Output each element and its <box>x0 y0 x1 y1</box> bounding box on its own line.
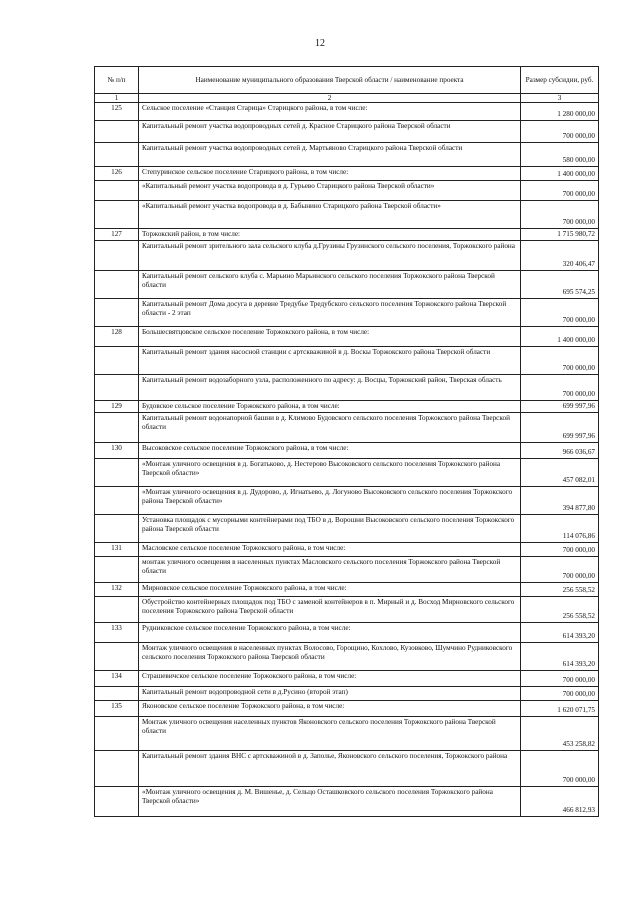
row-amount: 1 400 000,00 <box>521 327 599 347</box>
row-number <box>95 413 139 443</box>
table-row <box>95 443 599 459</box>
row-name: Мирновское сельское поселение Торжокского района, в том числе: <box>139 583 521 597</box>
row-number <box>95 181 139 201</box>
row-amount: 700 000,00 <box>521 671 599 687</box>
row-number <box>95 687 139 701</box>
table-row <box>95 717 599 751</box>
row-amount: 700 000,00 <box>521 543 599 557</box>
row-name: Степуринское сельское поселение Старицкого района, в том числе: <box>139 167 521 181</box>
row-amount: 1 620 071,75 <box>521 701 599 717</box>
row-number <box>95 459 139 487</box>
row-amount: 614 393,20 <box>521 643 599 671</box>
table-row <box>95 103 599 121</box>
row-number: 135 <box>95 701 139 717</box>
row-number: 129 <box>95 401 139 413</box>
row-amount: 700 000,00 <box>521 121 599 143</box>
row-name: Торжокский район, в том числе: <box>139 229 521 241</box>
table-row <box>95 241 599 271</box>
table-row <box>95 327 599 347</box>
header-number: № п/п <box>95 67 139 94</box>
row-number: 127 <box>95 229 139 241</box>
index-3: 3 <box>521 94 599 103</box>
header-amount: Размер субсидии, руб. <box>521 67 599 94</box>
row-number <box>95 143 139 167</box>
row-name: Капитальный ремонт водопроводной сети в д.Русино (второй этап) <box>139 687 521 701</box>
table-row <box>95 347 599 375</box>
row-amount: 256 558,52 <box>521 597 599 623</box>
row-number <box>95 271 139 299</box>
row-amount: 453 258,82 <box>521 717 599 751</box>
index-1: 1 <box>95 94 139 103</box>
header-name: Наименование муниципального образования Тверской области / наименование проекта <box>139 67 521 94</box>
row-amount: 700 000,00 <box>521 181 599 201</box>
table-row <box>95 201 599 229</box>
row-number <box>95 515 139 543</box>
table-row <box>95 557 599 583</box>
row-name: Капитальный ремонт здания ВНС с артскважиной в д. Заполье, Яконовского сельского поселения, Торжокского района <box>139 751 521 787</box>
row-number: 125 <box>95 103 139 121</box>
row-amount: 1 715 980,72 <box>521 229 599 241</box>
row-name: «Капитальный ремонт участка водопровода в д. Гурьево Старицкого района Тверской области» <box>139 181 521 201</box>
row-amount: 700 000,00 <box>521 347 599 375</box>
row-name: Сельское поселение «Станция Старица» Старицкого района, в том числе: <box>139 103 521 121</box>
row-amount: 256 558,52 <box>521 583 599 597</box>
row-number <box>95 121 139 143</box>
row-name: Капитальный ремонт участка водопроводных сетей д. Мартьяново Старицкого района Тверской области <box>139 143 521 167</box>
row-name: Монтаж уличного освещения в населенных пунктах Волосово, Горощино, Кохлово, Кузовково, Шумчино Рудниковского сельского поселения Торжокского района Тверской области <box>139 643 521 671</box>
row-name: Установка площадок с мусорными контейнерами под ТБО в д. Ворошни Высоковского сельского поселения Торжокского района Тверской области <box>139 515 521 543</box>
row-amount: 699 997,96 <box>521 401 599 413</box>
table-row <box>95 597 599 623</box>
table-row <box>95 401 599 413</box>
row-amount: 966 036,67 <box>521 443 599 459</box>
row-name: Рудниковское сельское поселение Торжокского района, в том числе: <box>139 623 521 643</box>
row-amount: 700 000,00 <box>521 687 599 701</box>
row-name: Капитальный ремонт водонапорной башни в д. Климово Будовского сельского поселения Торжокского района Тверской области <box>139 413 521 443</box>
row-name: Яконовское сельское поселение Торжокского района, в том числе: <box>139 701 521 717</box>
row-amount: 700 000,00 <box>521 375 599 401</box>
row-number <box>95 241 139 271</box>
row-name: Будовское сельское поселение Торжокского района, в том числе: <box>139 401 521 413</box>
row-name: «Монтаж уличного освещения в д. Дудорово, д. Игнатьево, д. Логуново Высоковского сельского поселения Торжокского района Тверской области» <box>139 487 521 515</box>
row-number: 128 <box>95 327 139 347</box>
row-amount: 466 812,93 <box>521 787 599 817</box>
row-name: «Монтаж уличного освещения в д. Богатьково, д. Нестерово Высоковского сельского поселения Торжокского района Тверской области» <box>139 459 521 487</box>
row-amount: 457 082,01 <box>521 459 599 487</box>
row-number <box>95 717 139 751</box>
table-row <box>95 413 599 443</box>
row-number: 134 <box>95 671 139 687</box>
row-name: Высоковское сельское поселение Торжокского района, в том числе: <box>139 443 521 459</box>
row-name: Обустройство контейнерных площадок под ТБО с заменой контейнеров в п. Мирный и д. Восход Мирновского сельского поселения Торжокского района Тверской области <box>139 597 521 623</box>
row-number <box>95 751 139 787</box>
table-row <box>95 643 599 671</box>
row-amount: 614 393,20 <box>521 623 599 643</box>
page-number: 12 <box>315 38 325 49</box>
table-row <box>95 701 599 717</box>
row-number <box>95 787 139 817</box>
row-name: Масловское сельское поселение Торжокского района, в том числе: <box>139 543 521 557</box>
row-name: «Монтаж уличного освещения д. М. Вишенье, д. Сельцо Осташковского сельского поселения Торжокского района Тверской области» <box>139 787 521 817</box>
row-amount: 114 076,86 <box>521 515 599 543</box>
row-number <box>95 557 139 583</box>
row-number <box>95 201 139 229</box>
row-number <box>95 487 139 515</box>
table-row <box>95 459 599 487</box>
table-row <box>95 487 599 515</box>
row-amount: 699 997,96 <box>521 413 599 443</box>
table-row <box>95 299 599 327</box>
row-amount: 695 574,25 <box>521 271 599 299</box>
table-body <box>95 103 599 817</box>
row-name: «Капитальный ремонт участка водопровода в д. Бабынино Старицкого района Тверской области» <box>139 201 521 229</box>
row-name: Монтаж уличного освещения населенных пунктов Яконовского сельского поселения Торжокского района Тверской области <box>139 717 521 751</box>
row-name: Капитальный ремонт сельского клуба с. Марьино Марьинского сельского поселения Торжокского района Тверской области <box>139 271 521 299</box>
row-amount: 1 400 000,00 <box>521 167 599 181</box>
table-row <box>95 229 599 241</box>
row-name: Страшевичское сельское поселение Торжокского района, в том числе: <box>139 671 521 687</box>
row-number <box>95 597 139 623</box>
table-row <box>95 375 599 401</box>
row-number <box>95 643 139 671</box>
table-header-row <box>95 67 599 94</box>
row-amount: 394 877,80 <box>521 487 599 515</box>
subsidy-table <box>94 66 599 817</box>
row-name: Капитальный ремонт Дома досуга в деревне Тредубье Тредубского сельского поселения Торжокского района Тверской области - 2 этап <box>139 299 521 327</box>
row-amount: 700 000,00 <box>521 751 599 787</box>
row-name: монтаж уличного освещения в населенных пунктах Масловского сельского поселения Торжокского района Тверской области <box>139 557 521 583</box>
table-row <box>95 121 599 143</box>
row-amount: 580 000,00 <box>521 143 599 167</box>
table-row <box>95 181 599 201</box>
index-2: 2 <box>139 94 521 103</box>
table-row <box>95 687 599 701</box>
row-amount: 700 000,00 <box>521 299 599 327</box>
table-row <box>95 787 599 817</box>
table-row <box>95 515 599 543</box>
row-number: 133 <box>95 623 139 643</box>
row-number <box>95 375 139 401</box>
row-number <box>95 347 139 375</box>
table-row <box>95 271 599 299</box>
row-amount: 700 000,00 <box>521 557 599 583</box>
row-number: 131 <box>95 543 139 557</box>
row-name: Капитальный ремонт зрительного зала сельского клуба д.Грузины Грузинского сельского поселения, Торжокского района <box>139 241 521 271</box>
table-row <box>95 543 599 557</box>
table-row <box>95 751 599 787</box>
row-name: Капитальный ремонт здания насосной станции с артскважиной в д. Воскы Торжокского района Тверской области <box>139 347 521 375</box>
row-name: Большесвятцовское сельское поселение Торжокского района, в том числе: <box>139 327 521 347</box>
table-row <box>95 143 599 167</box>
table-row <box>95 671 599 687</box>
row-number: 130 <box>95 443 139 459</box>
table-row <box>95 623 599 643</box>
row-amount: 700 000,00 <box>521 201 599 229</box>
table-row <box>95 583 599 597</box>
row-amount: 320 406,47 <box>521 241 599 271</box>
row-number <box>95 299 139 327</box>
row-number: 132 <box>95 583 139 597</box>
table-row <box>95 167 599 181</box>
table-index-row <box>95 94 599 103</box>
row-name: Капитальный ремонт участка водопроводных сетей д. Красное Старицкого района Тверской области <box>139 121 521 143</box>
row-number: 126 <box>95 167 139 181</box>
row-name: Капитальный ремонт водозаборного узла, расположенного по адресу: д. Восцы, Торжокский район, Тверская область <box>139 375 521 401</box>
row-amount: 1 280 000,00 <box>521 103 599 121</box>
